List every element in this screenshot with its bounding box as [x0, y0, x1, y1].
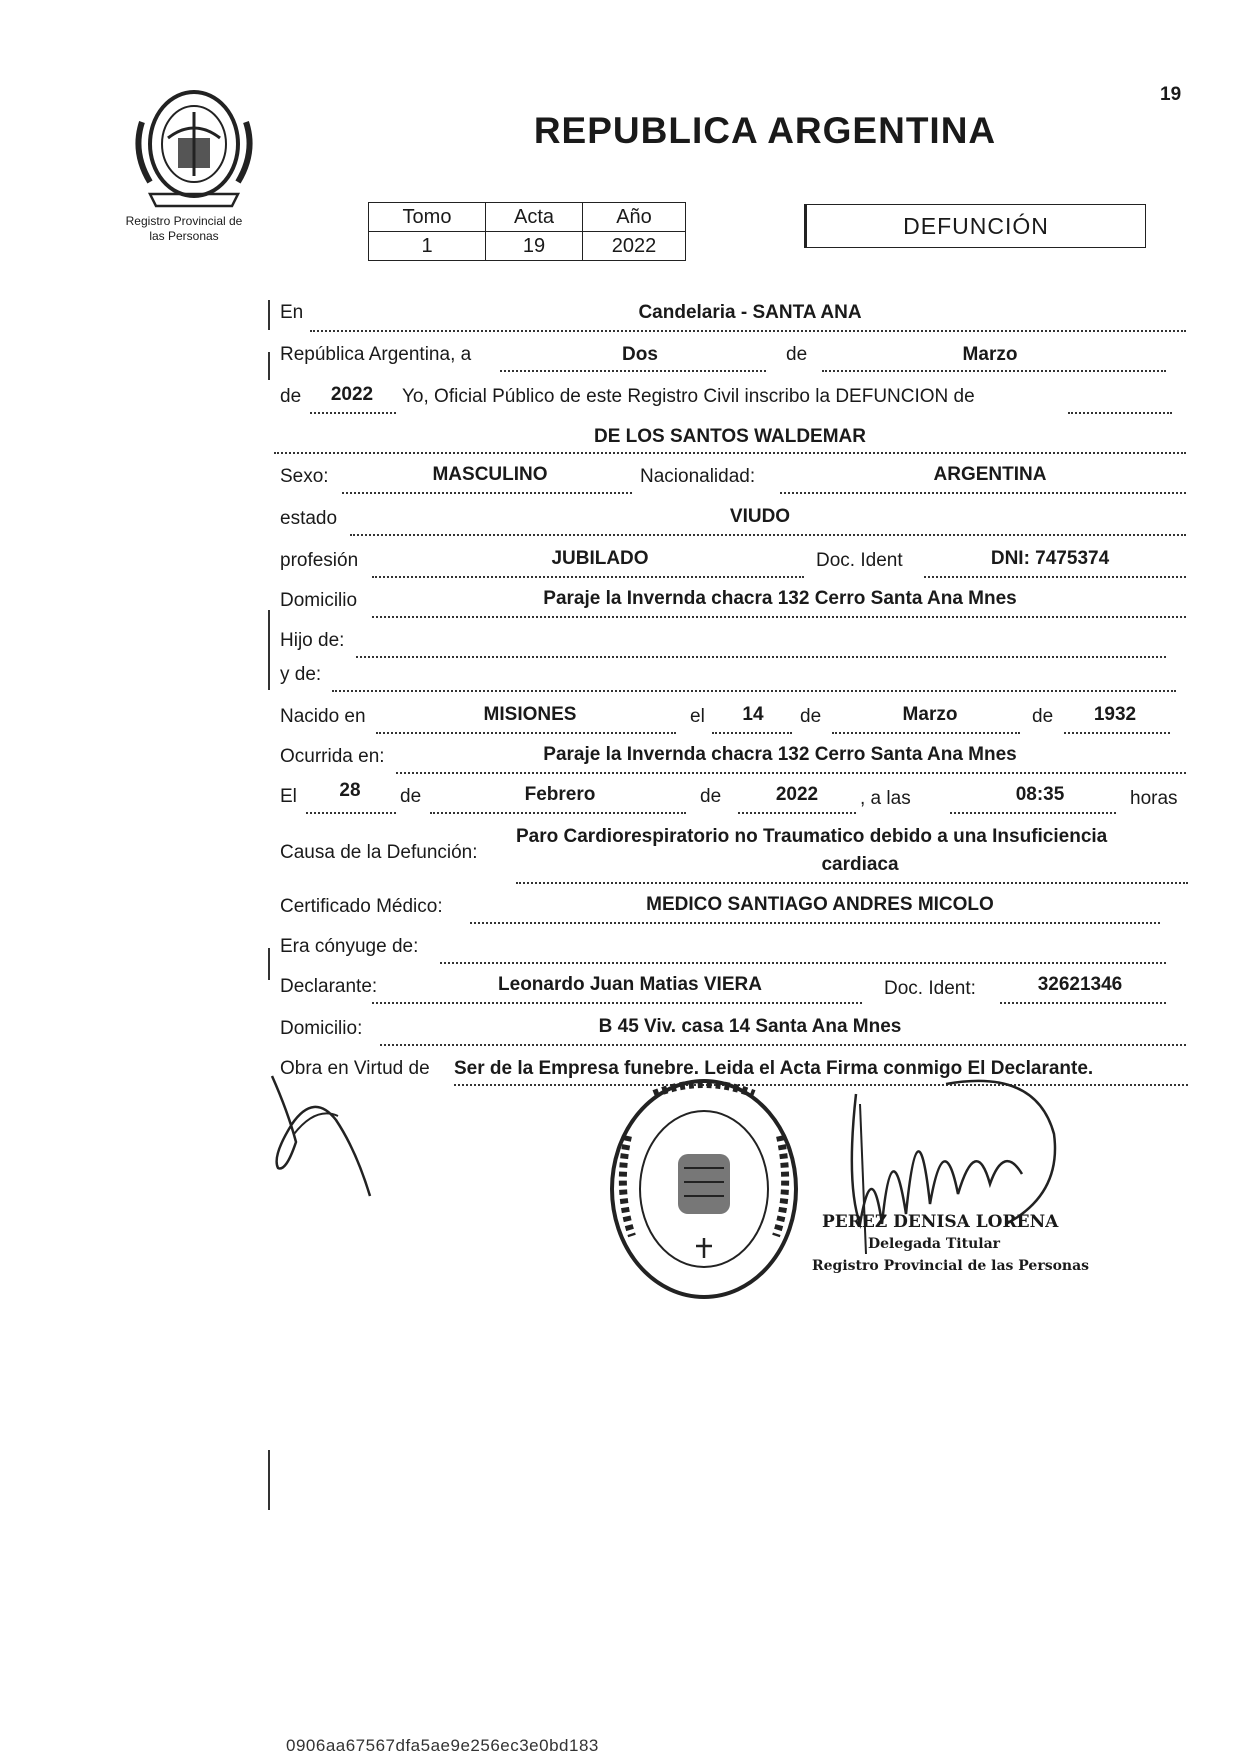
line-day — [500, 370, 766, 372]
occurred-value: Paraje la Invernda chacra 132 Cerro Santa Ana Mnes — [543, 744, 1017, 765]
line-death-day — [306, 812, 396, 814]
acta-header: Acta — [486, 203, 583, 232]
death-year-value: 2022 — [775, 784, 819, 805]
at-label: , a las — [860, 788, 911, 809]
born-in-value: MISIONES — [483, 704, 577, 725]
declarant-value: Leonardo Juan Matias VIERA — [498, 974, 762, 995]
line-death-year — [738, 812, 856, 814]
death-month-value: Febrero — [524, 784, 596, 805]
registry-name-line2: las Personas — [149, 229, 219, 243]
doc-value: DNI: 7475374 — [990, 548, 1110, 569]
line-death-month — [430, 812, 686, 814]
record-type-box: DEFUNCIÓN — [804, 204, 1146, 248]
born-de2-label: de — [1032, 706, 1054, 727]
republic-label: República Argentina, a — [280, 344, 472, 365]
status-value: VIUDO — [729, 506, 791, 527]
line-born-in — [376, 732, 676, 734]
line-certificate — [470, 922, 1160, 924]
acta-value: 19 — [486, 232, 583, 261]
line-nationality — [780, 492, 1186, 494]
line-sex — [342, 492, 632, 494]
line-born-year — [1064, 732, 1170, 734]
declarant-doc-label: Doc. Ident: — [884, 978, 976, 999]
status-label: estado — [280, 508, 338, 529]
nationality-label: Nacionalidad: — [640, 466, 756, 487]
declarant-label: Declarante: — [280, 976, 378, 997]
declarant-doc-value: 32621346 — [1037, 974, 1123, 995]
born-in-label: Nacido en — [280, 706, 366, 727]
line-occurred — [396, 772, 1186, 774]
closing-text: Ser de la Empresa funebre. Leida el Acta Firma conmigo El Declarante. — [454, 1058, 1094, 1079]
year-prefix-label: de — [280, 386, 302, 407]
closing-prefix: Obra en Virtud de — [280, 1058, 430, 1079]
profession-label: profesión — [280, 550, 359, 571]
domicile-label: Domicilio — [280, 590, 358, 611]
cause-line1: Paro Cardiorespiratorio no Traumatico debido a una Insuficiencia — [516, 826, 1108, 847]
born-el-label: el — [690, 706, 705, 727]
el-label: El — [280, 786, 297, 807]
and-of-label: y de: — [280, 664, 322, 685]
official-text: Yo, Oficial Público de este Registro Civil inscribo la DEFUNCION de — [402, 386, 975, 407]
line-and-of — [332, 690, 1176, 692]
born-de1-label: de — [800, 706, 822, 727]
page-number: 19 — [1160, 84, 1182, 105]
spouse-label: Era cónyuge de: — [280, 936, 419, 957]
margin-ticks — [268, 300, 270, 1700]
line-closing — [454, 1084, 1188, 1086]
cause-label: Causa de la Defunción: — [280, 842, 478, 863]
born-day-value: 14 — [742, 704, 764, 725]
registrar-name: PEREZ DENISA LORENA — [822, 1212, 1059, 1232]
registry-name-line1: Registro Provincial de — [125, 214, 243, 228]
ano-value: 2022 — [583, 232, 686, 261]
sex-label: Sexo: — [280, 466, 329, 487]
declarant-domicile-label: Domicilio: — [280, 1018, 363, 1039]
line-year — [310, 412, 396, 414]
line-spouse — [440, 962, 1166, 964]
line-born-day — [712, 732, 792, 734]
born-month-value: Marzo — [902, 704, 958, 725]
line-official-end — [1068, 412, 1172, 414]
line-death-time — [950, 812, 1116, 814]
line-declarant-doc — [1000, 1002, 1166, 1004]
declarant-signature — [266, 1072, 376, 1212]
death-day-value: 28 — [339, 780, 361, 801]
line-domicile — [372, 616, 1186, 618]
hours-label: horas — [1130, 788, 1178, 809]
death-de1-label: de — [400, 786, 422, 807]
registrar-organization: Registro Provincial de las Personas — [812, 1258, 1090, 1274]
doc-label: Doc. Ident — [816, 550, 903, 571]
place-value: Candelaria - SANTA ANA — [638, 302, 862, 323]
line-born-month — [832, 732, 1020, 734]
line-month — [822, 370, 1166, 372]
book-reference-table — [368, 202, 686, 261]
provincial-coat-of-arms-logo — [128, 82, 260, 210]
line-place — [310, 330, 1186, 332]
profession-value: JUBILADO — [551, 548, 649, 569]
certificate-label: Certificado Médico: — [280, 896, 443, 917]
line-profession — [372, 576, 804, 578]
country-title: REPUBLICA ARGENTINA — [533, 110, 997, 151]
day-word-value: Dos — [622, 344, 658, 365]
born-year-value: 1932 — [1093, 704, 1137, 725]
registrar-role: Delegada Titular — [868, 1236, 1001, 1252]
occurred-label: Ocurrida en: — [280, 746, 385, 767]
line-son-of — [356, 656, 1166, 658]
death-de2-label: de — [700, 786, 722, 807]
sex-value: MASCULINO — [432, 464, 548, 485]
tomo-header: Tomo — [369, 203, 486, 232]
deceased-name-value: DE LOS SANTOS WALDEMAR — [594, 426, 866, 447]
domicile-value: Paraje la Invernda chacra 132 Cerro Santa Ana Mnes — [543, 588, 1017, 609]
line-declarant-domicile — [380, 1044, 1186, 1046]
registry-name — [104, 214, 264, 244]
footer-hash: 0906aa67567dfa5ae9e256ec3e0bd183 — [286, 1736, 599, 1755]
line-deceased-name — [274, 452, 1186, 454]
official-seal-stamp — [606, 1076, 802, 1302]
son-of-label: Hijo de: — [280, 630, 345, 651]
ano-header: Año — [583, 203, 686, 232]
line-declarant — [372, 1002, 862, 1004]
de-label: de — [786, 344, 808, 365]
declarant-domicile-value: B 45 Viv. casa 14 Santa Ana Mnes — [598, 1016, 902, 1037]
line-status — [350, 534, 1186, 536]
line-doc — [924, 576, 1186, 578]
en-label: En — [280, 302, 304, 323]
tomo-value: 1 — [369, 232, 486, 261]
month-word-value: Marzo — [962, 344, 1018, 365]
year-value: 2022 — [330, 384, 374, 405]
line-cause — [516, 882, 1188, 884]
certificate-value: MEDICO SANTIAGO ANDRES MICOLO — [646, 894, 994, 915]
nationality-value: ARGENTINA — [933, 464, 1047, 485]
cause-line2: cardiaca — [821, 854, 899, 875]
death-time-value: 08:35 — [1015, 784, 1065, 805]
